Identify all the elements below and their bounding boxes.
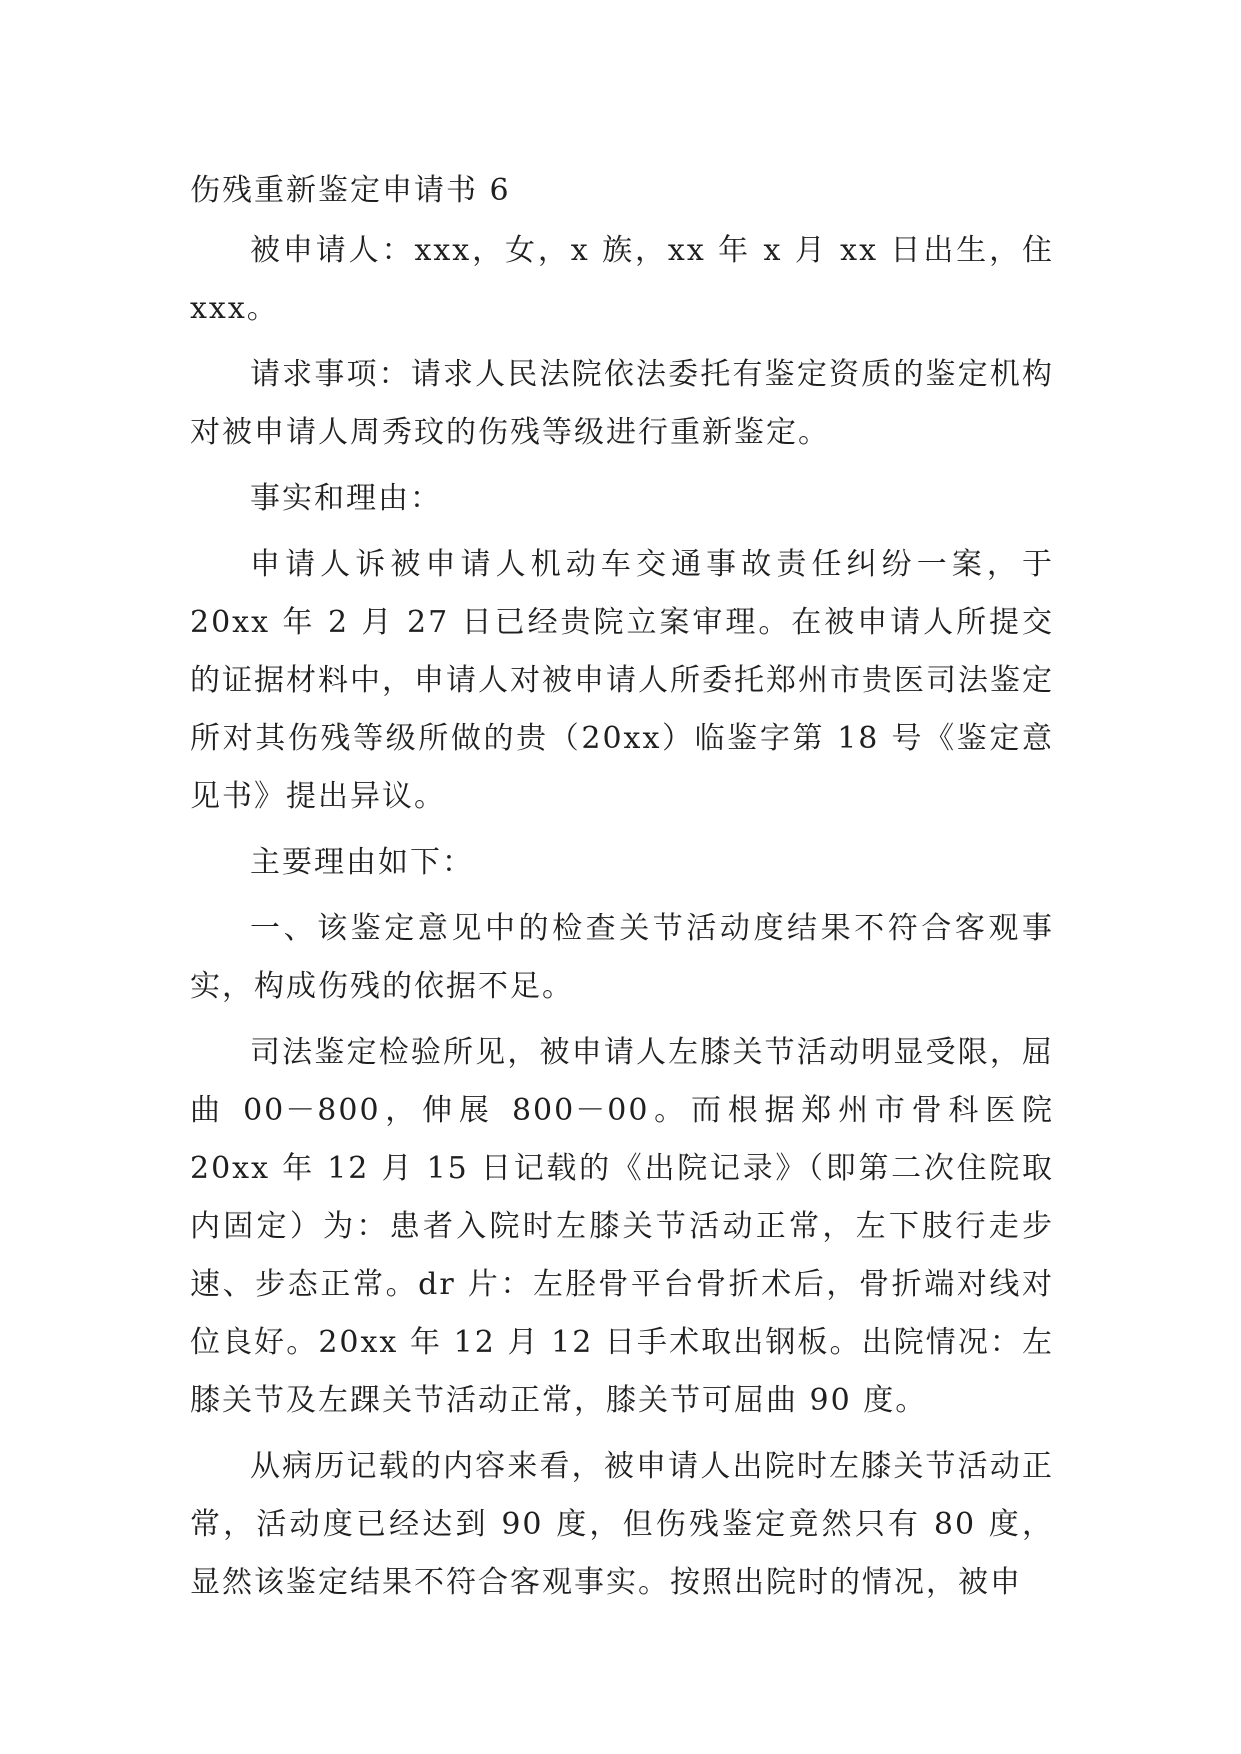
facts-heading: 事实和理由： — [250, 481, 442, 516]
main-reasons-heading: 主要理由如下： — [250, 845, 474, 880]
facts-paragraph: 申请人诉被申请人机动车交通事故责任纠纷一案，于 20xx 年 2 月 27 日已经贵院立案审理。在被申请人所提交的证据材料中，申请人对被申请人所委托郑州市贵医司法鉴定所对其伤残等级所做的贵（20xx）临鉴字第 18 号《鉴定意见书》提出异议。 — [190, 547, 1054, 814]
request-paragraph: 请求事项：请求人民法院依法委托有鉴定资质的鉴定机构对被申请人周秀玟的伤残等级进行重新鉴定。 — [190, 357, 1054, 450]
conclusion-paragraph: 从病历记载的内容来看，被申请人出院时左膝关节活动正常，活动度已经达到 90 度，但伤残鉴定竟然只有 80 度，显然该鉴定结果不符合客观事实。按照出院时的情况，被申 — [190, 1449, 1054, 1600]
respondent-paragraph: 被申请人：xxx，女，x 族，xx 年 x 月 xx 日出生，住 xxx。 — [190, 233, 1054, 326]
reason-one-paragraph: 一、该鉴定意见中的检查关节活动度结果不符合客观事实，构成伤残的依据不足。 — [190, 911, 1054, 1004]
inspection-paragraph: 司法鉴定检验所见，被申请人左膝关节活动明显受限，屈曲 00－800，伸展 800－00。而根据郑州市骨科医院 20xx 年 12 月 15 日记载的《出院记录》（即第二次住院取内固定）为：患者入院时左膝关节活动正常，左下肢行走步速、步态正常。dr 片：左胫骨平台骨折术后，骨折端对线对位良好。20xx 年 12 月 12 日手术取出钢板。出院情况：左膝关节及左踝关节活动正常，膝关节可屈曲 90 度。 — [190, 1035, 1054, 1418]
document-title: 伤残重新鉴定申请书 6 — [190, 173, 511, 208]
document-body — [190, 162, 1054, 1612]
